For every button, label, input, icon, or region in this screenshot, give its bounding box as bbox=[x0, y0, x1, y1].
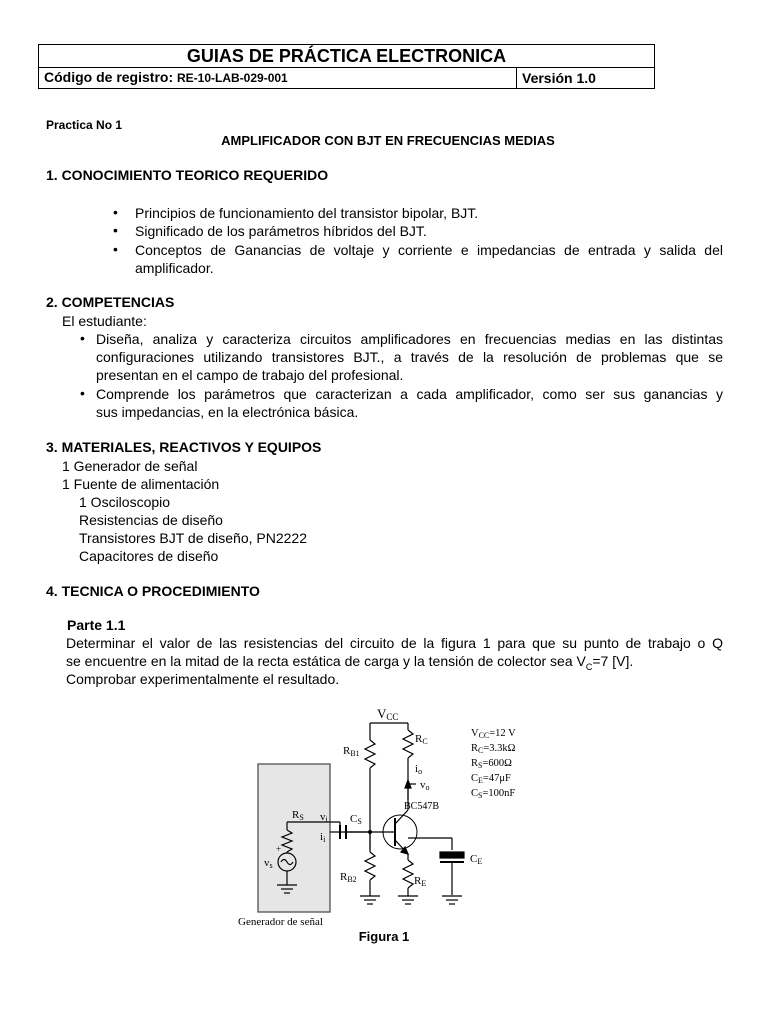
svg-text:+: + bbox=[276, 844, 282, 854]
bullet: • bbox=[80, 385, 85, 401]
label-rb2: RB2 bbox=[340, 871, 357, 884]
value-rs: RS=600Ω bbox=[471, 758, 512, 770]
value-vcc: VCC=12 V bbox=[471, 728, 516, 740]
label-vi: vi bbox=[320, 811, 328, 824]
list-item: Comprende los parámetros que caracterizan a cada amplificador, como ser sus ganancias y bbox=[96, 386, 723, 402]
bullet: • bbox=[80, 330, 85, 346]
part-title: Parte 1.1 bbox=[67, 617, 126, 633]
bullet: • bbox=[113, 241, 118, 257]
materials-item: Resistencias de diseño bbox=[79, 512, 223, 528]
registration-code-cell bbox=[39, 68, 517, 89]
list-item-continuation: presentan en el campo de trabajo del profesional. bbox=[96, 367, 404, 383]
label-io: io bbox=[415, 763, 423, 776]
document-title: AMPLIFICADOR CON BJT EN FRECUENCIAS MEDIAS bbox=[221, 133, 555, 148]
list-item: Diseña, analiza y caracteriza circuitos amplificadores en frecuencias medias en las distintas bbox=[96, 331, 723, 347]
practice-number: Practica No 1 bbox=[46, 118, 123, 132]
label-ce: CE bbox=[470, 853, 483, 866]
value-ce: CE=47μF bbox=[471, 773, 511, 785]
list-item: Significado de los parámetros híbridos del BJT. bbox=[135, 223, 427, 239]
procedure-line: Comprobar experimentalmente el resultado. bbox=[66, 671, 340, 687]
materials-item: 1 Osciloscopio bbox=[79, 494, 171, 510]
version-label: Versión 1.0 bbox=[517, 68, 655, 89]
resistor-rb1 bbox=[365, 740, 375, 768]
registration-code-value: RE-10-LAB-029-001 bbox=[177, 71, 288, 85]
section-2-title: 2. COMPETENCIAS bbox=[46, 294, 175, 310]
label-rc: RC bbox=[415, 733, 428, 746]
materials-item: 1 Generador de señal bbox=[62, 458, 198, 474]
resistor-re bbox=[403, 860, 413, 888]
list-item-continuation: amplificador. bbox=[135, 260, 214, 276]
list-item-continuation: configuraciones utilizando transistores BJT., a través de la resolución de problemas que se bbox=[96, 349, 723, 365]
label-re: RE bbox=[414, 875, 427, 888]
resistor-rc bbox=[403, 730, 413, 758]
section-3-title: 3. MATERIALES, REACTIVOS Y EQUIPOS bbox=[46, 439, 322, 455]
list-item-continuation: sus impedancias, en la electrónica básica. bbox=[96, 404, 359, 420]
bullet: • bbox=[113, 204, 118, 220]
list-item: Conceptos de Ganancias de voltaje y corriente e impedancias de entrada y salida del bbox=[135, 242, 723, 258]
label-vcc: VCC bbox=[377, 706, 399, 722]
procedure-line: se encuentre en la mitad de la recta estática de carga y la tensión de colector sea $V_C=7$ [V]. bbox=[66, 653, 634, 672]
value-cs: CS=100nF bbox=[471, 788, 516, 800]
resistor-rb2 bbox=[365, 852, 375, 880]
label-ii: ii bbox=[320, 831, 326, 844]
procedure-line: Determinar el valor de las resistencias del circuito de la figura 1 para que su punto de trabajo o Q bbox=[66, 635, 723, 651]
label-rs: RS bbox=[292, 809, 304, 822]
label-cs: CS bbox=[350, 813, 362, 826]
label-transistor: BC547B bbox=[404, 801, 440, 812]
section-2-intro: El estudiante: bbox=[62, 313, 147, 329]
capacitor-ce bbox=[440, 852, 464, 858]
bullet: • bbox=[113, 222, 118, 238]
label-rb1: RB1 bbox=[343, 745, 360, 758]
list-item: Principios de funcionamiento del transistor bipolar, BJT. bbox=[135, 205, 479, 221]
section-4-title: 4. TECNICA O PROCEDIMIENTO bbox=[46, 583, 260, 599]
component-values bbox=[471, 728, 516, 800]
label-vs: vs bbox=[264, 857, 273, 870]
materials-item: Capacitores de diseño bbox=[79, 548, 219, 564]
header-title: GUIAS DE PRÁCTICA ELECTRONICA bbox=[39, 45, 655, 68]
section-1-title: 1. CONOCIMIENTO TEORICO REQUERIDO bbox=[46, 167, 329, 183]
materials-item: 1 Fuente de alimentación bbox=[62, 476, 220, 492]
figure-caption: Figura 1 bbox=[358, 929, 410, 944]
label-vo: vo bbox=[420, 779, 430, 792]
circuit-diagram bbox=[230, 700, 560, 935]
materials-item: Transistores BJT de diseño, PN2222 bbox=[79, 530, 308, 546]
header-table bbox=[38, 44, 655, 89]
registration-code-label: Código de registro: bbox=[44, 69, 174, 85]
label-generator: Generador de señal bbox=[238, 916, 323, 928]
value-rc: RC=3.3kΩ bbox=[471, 743, 516, 755]
